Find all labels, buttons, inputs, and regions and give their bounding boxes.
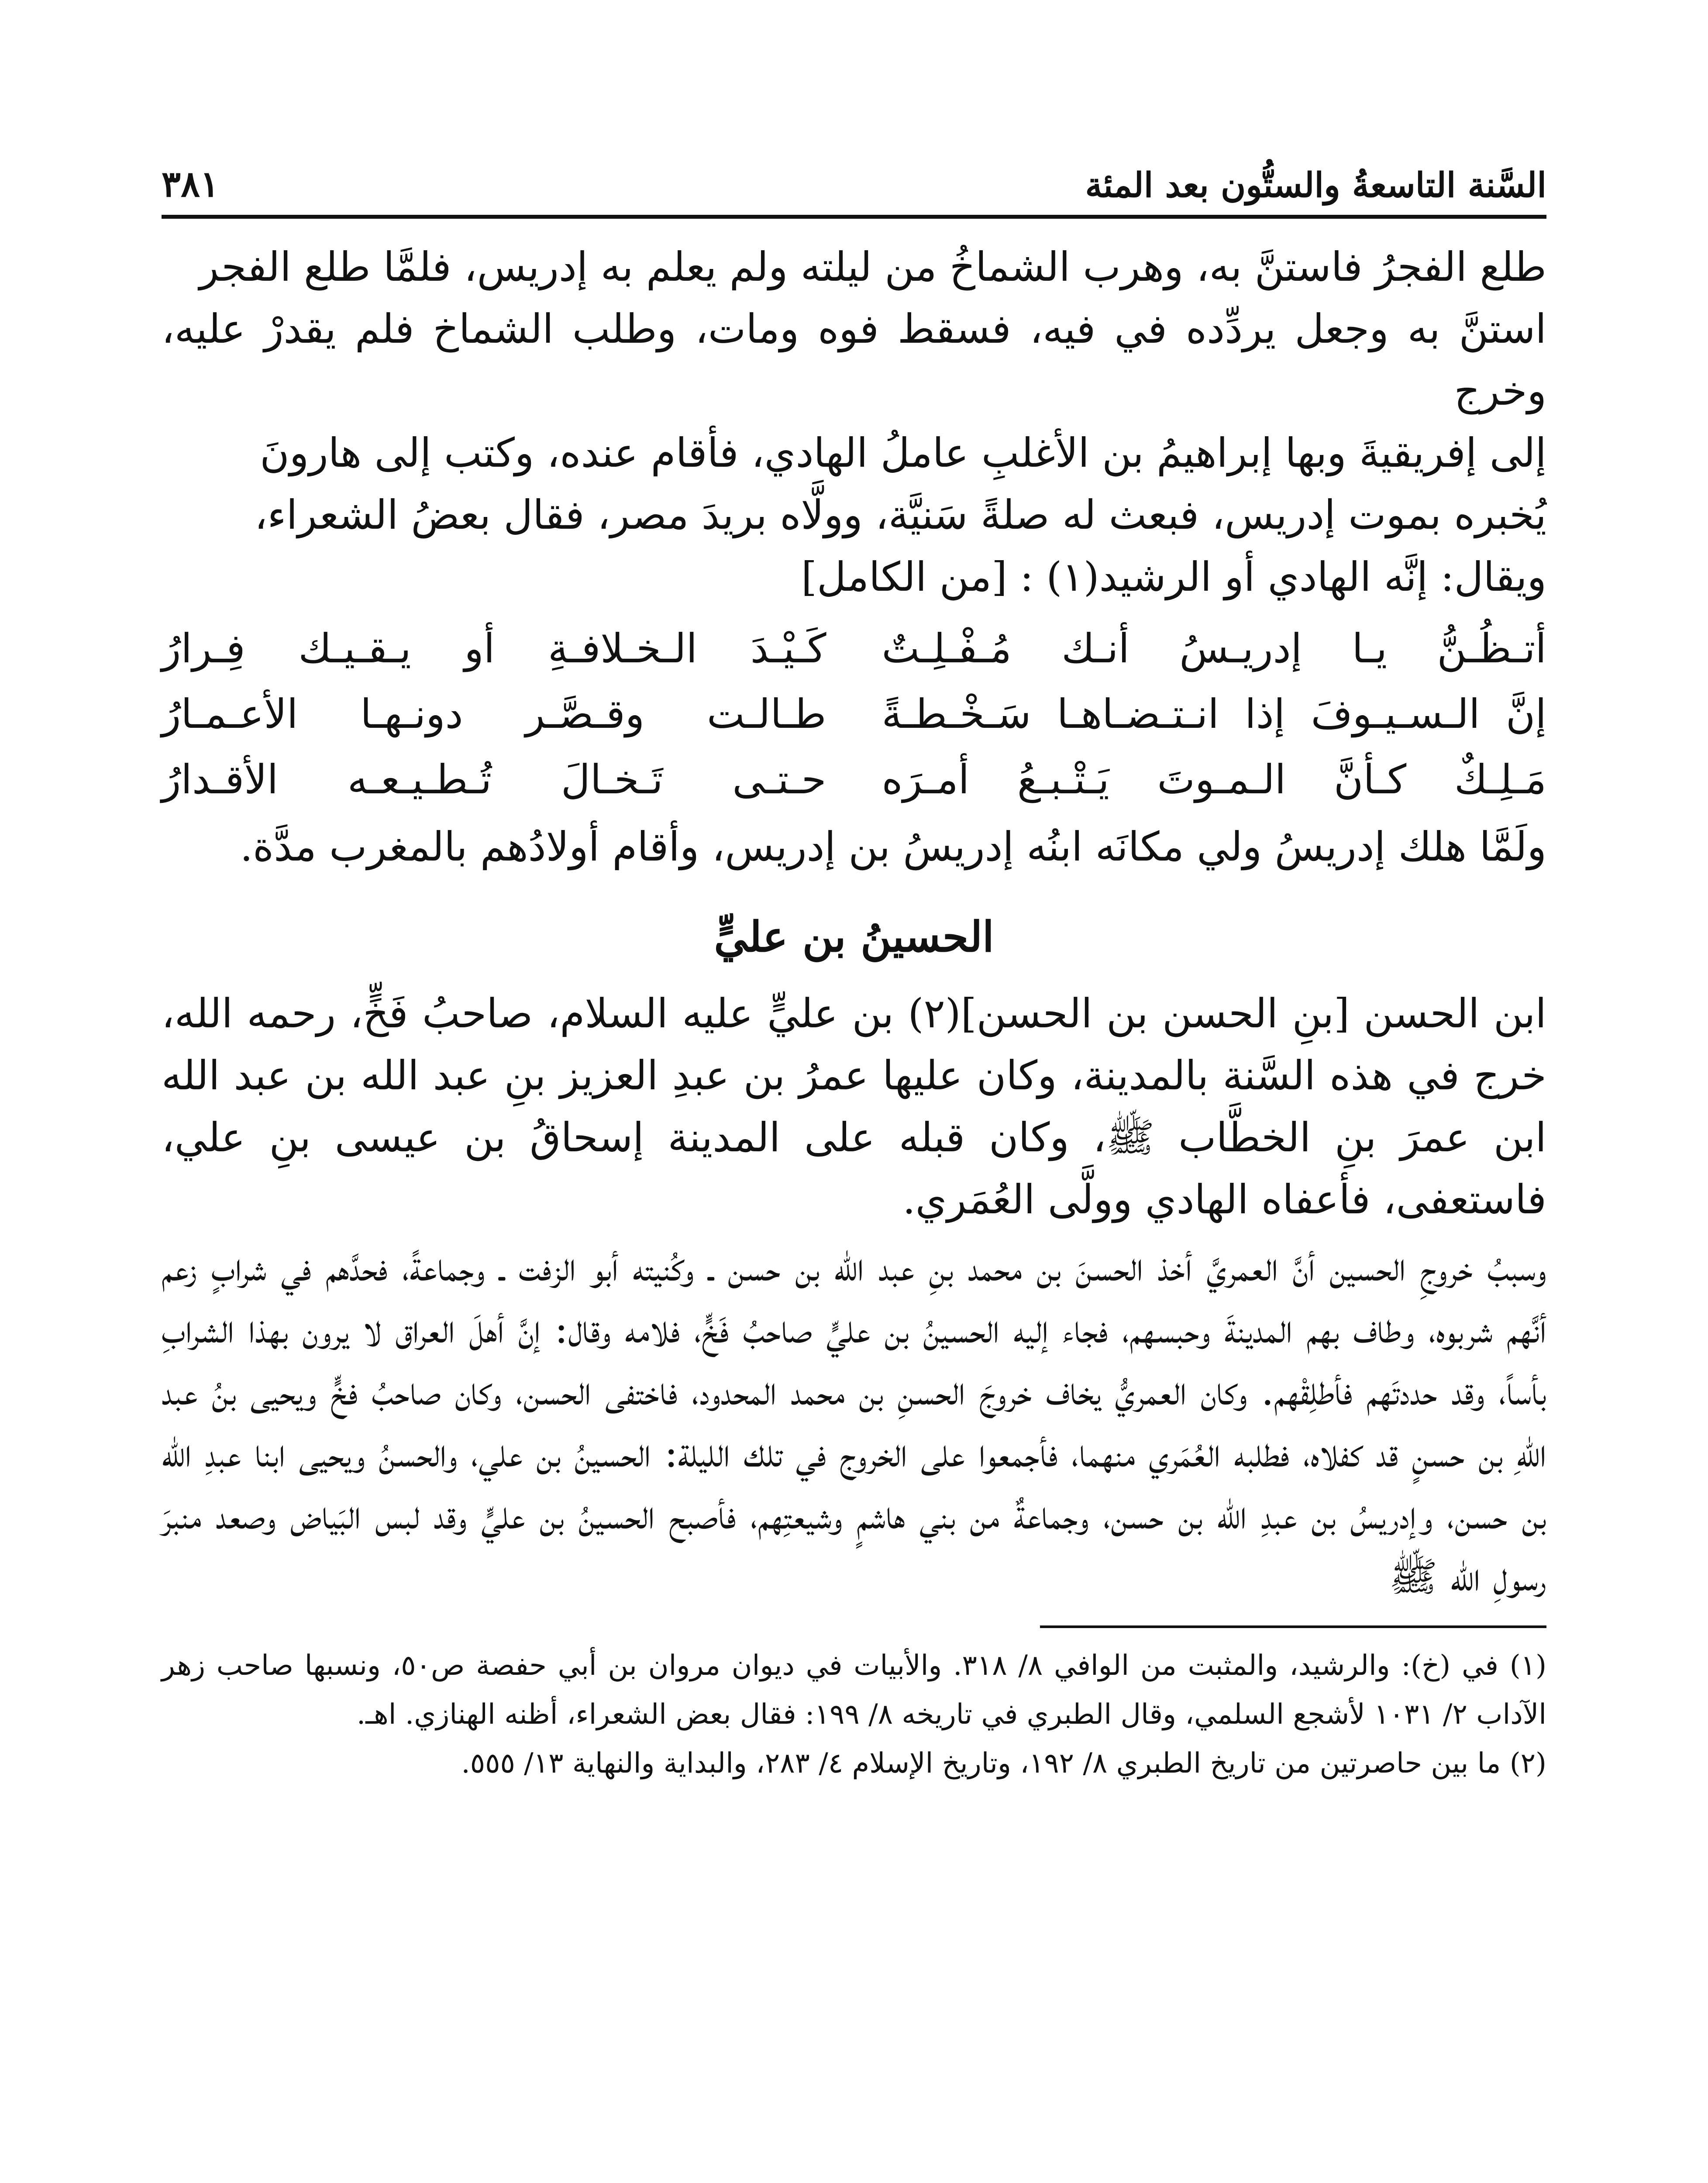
body-text [162, 983, 1546, 1608]
page-header [162, 144, 1546, 205]
section-title: الحسينُ بن عليٍّ [714, 912, 994, 961]
verse-first-hemistich: إنَّ الـسـيـوفَ إذا انـتـضـاهـا سَـخْـطـةً [882, 691, 1546, 737]
verse-first-hemistich: مَـلِـكٌ كـأنَّ الـمـوتَ يَـتْـبـعُ أمـرَه [882, 756, 1546, 803]
running-title: السَّنة التاسعةُ والستُّون بعد المئة [1085, 165, 1546, 205]
verse-second-hemistich: حـتـى تَـخـالَ تُـطـيـعـه الأقـدارُ [162, 756, 826, 803]
footnote: (١) في (خ): والرشيد، والمثبت من الوافي ٨/ ٣١٨. والأبيات في ديوان مروان بن أبي حفصة ص٥٠، ونسبها صاحب زهر الآداب ٢/ ١٠٣١ لأشجع السلمي، وقال الطبري في تاريخه ٨/ ١٩٩: فقال بعض الشعراء، أظنه الهنازي. اهـ. [162, 1649, 1547, 1731]
poetic-meter: [من الكامل] [801, 554, 1007, 600]
page-number: ٣٨١ [162, 163, 220, 205]
text-line [162, 546, 1546, 608]
verse [162, 682, 1546, 747]
footnote: (٢) ما بين حاصرتين من تاريخ الطبري ٨/ ١٩٢، وتاريخ الإسلام ٤/ ٢٨٣، والبداية والنهاية ١٣/ ٥٥٥. [461, 1747, 1546, 1780]
verse-first-hemistich: أتـظُـنُّ يـا إدريـسُ أنـك مُـفْـلِـتٌ [882, 625, 1546, 672]
verse [162, 616, 1546, 682]
after-poem-text [162, 816, 1546, 878]
paragraph: ابن الحسن [بنِ الحسن بن الحسن](٢) بن عليٍّ عليه السلام، صاحبُ فَخٍّ، رحمه الله، خرج في هذه السَّنة بالمدينة، وكان عليها عمرُ بن عبدِ العزيز بنِ عبد الله بن عبد الله ابن عمرَ بنِ الخطَّاب ﷺ، وكان قبله على المدينة إسحاقُ بن عيسى بنِ علي، فاستعفى، فأعفاه الهادي وولَّى العُمَري. [162, 990, 1546, 1223]
text-line: طلع الفجرُ فاستنَّ به، وهرب الشماخُ من ليلته ولم يعلم به إدريس، فلمَّا طلع الفجر [199, 244, 1546, 290]
verse-second-hemistich: كَـيْـدَ الـخـلافـةِ أو يـقـيـك فِـرارُ [162, 625, 826, 672]
footnotes [162, 1641, 1546, 1788]
header-rule [162, 215, 1546, 219]
text-line: يُخبره بموت إدريس، فبعث له صلةً سَنيَّة، وولَّاه بريدَ مصر، فقال بعضُ الشعراء، [254, 492, 1546, 538]
text-line: استنَّ به وجعل يردِّده في فيه، فسقط فوه ومات، وطلب الشماخ فلم يقدرْ عليه، وخرج [162, 306, 1546, 414]
attribution-text: ويقال: إنَّه الهادي أو الرشيد(١) : [1020, 554, 1546, 600]
verse [162, 747, 1546, 813]
text-line: ولَمَّا هلك إدريسُ ولي مكانَه ابنُه إدريسُ بن إدريس، وأقام أولادُهم بالمغرب مدَّة. [240, 823, 1546, 870]
opening-text [162, 236, 1546, 608]
poem [162, 616, 1546, 813]
text-line: إلى إفريقيةَ وبها إبراهيمُ بن الأغلبِ عاملُ الهادي، فأقام عنده، وكتب إلى هارونَ [260, 430, 1546, 476]
footnote-rule [1040, 1625, 1546, 1628]
paragraph: وسببُ خروجِ الحسين أنَّ العمريَّ أخذ الحسنَ بن محمد بنِ عبد الله بن حسن ـ وكُنيته أبو الزفت ـ وجماعةً، فحدَّهم في شرابٍ زعم أنَّهم شربوه، وطاف بهم المدينةَ وحبسهم، فجاء إليه الحسينُ بن عليٍّ صاحبُ فَخٍّ، فلامه وقال: إنَّ أهلَ العراق لا يرون بهذا الشرابِ بأساً، وقد حددتَهم فأطلِقْهم. وكان العمريُّ يخاف خروجَ الحسنِ بن محمد المحدود، فاختفى الحسن، وكان صاحبُ فخٍّ ويحيى بنُ عبد اللهِ بن حسنٍ قد كفلاه، فطلبه العُمَري منهما، فأجمعوا على الخروج في تلك الليلة: الحسينُ بن علي، والحسنُ ويحيى ابنا عبدِ الله بن حسن، وإدريسُ بن عبدِ الله بن حسن، وجماعةٌ من بني هاشمٍ وشيعتِهم، فأصبح الحسينُ بن عليٍّ وقد لبس البَياض وصعد منبرَ رسولِ الله ﷺ [162, 1243, 1546, 1600]
verse-second-hemistich: طـالـت وقـصَّـر دونـهـا الأعـمـارُ [162, 691, 826, 737]
